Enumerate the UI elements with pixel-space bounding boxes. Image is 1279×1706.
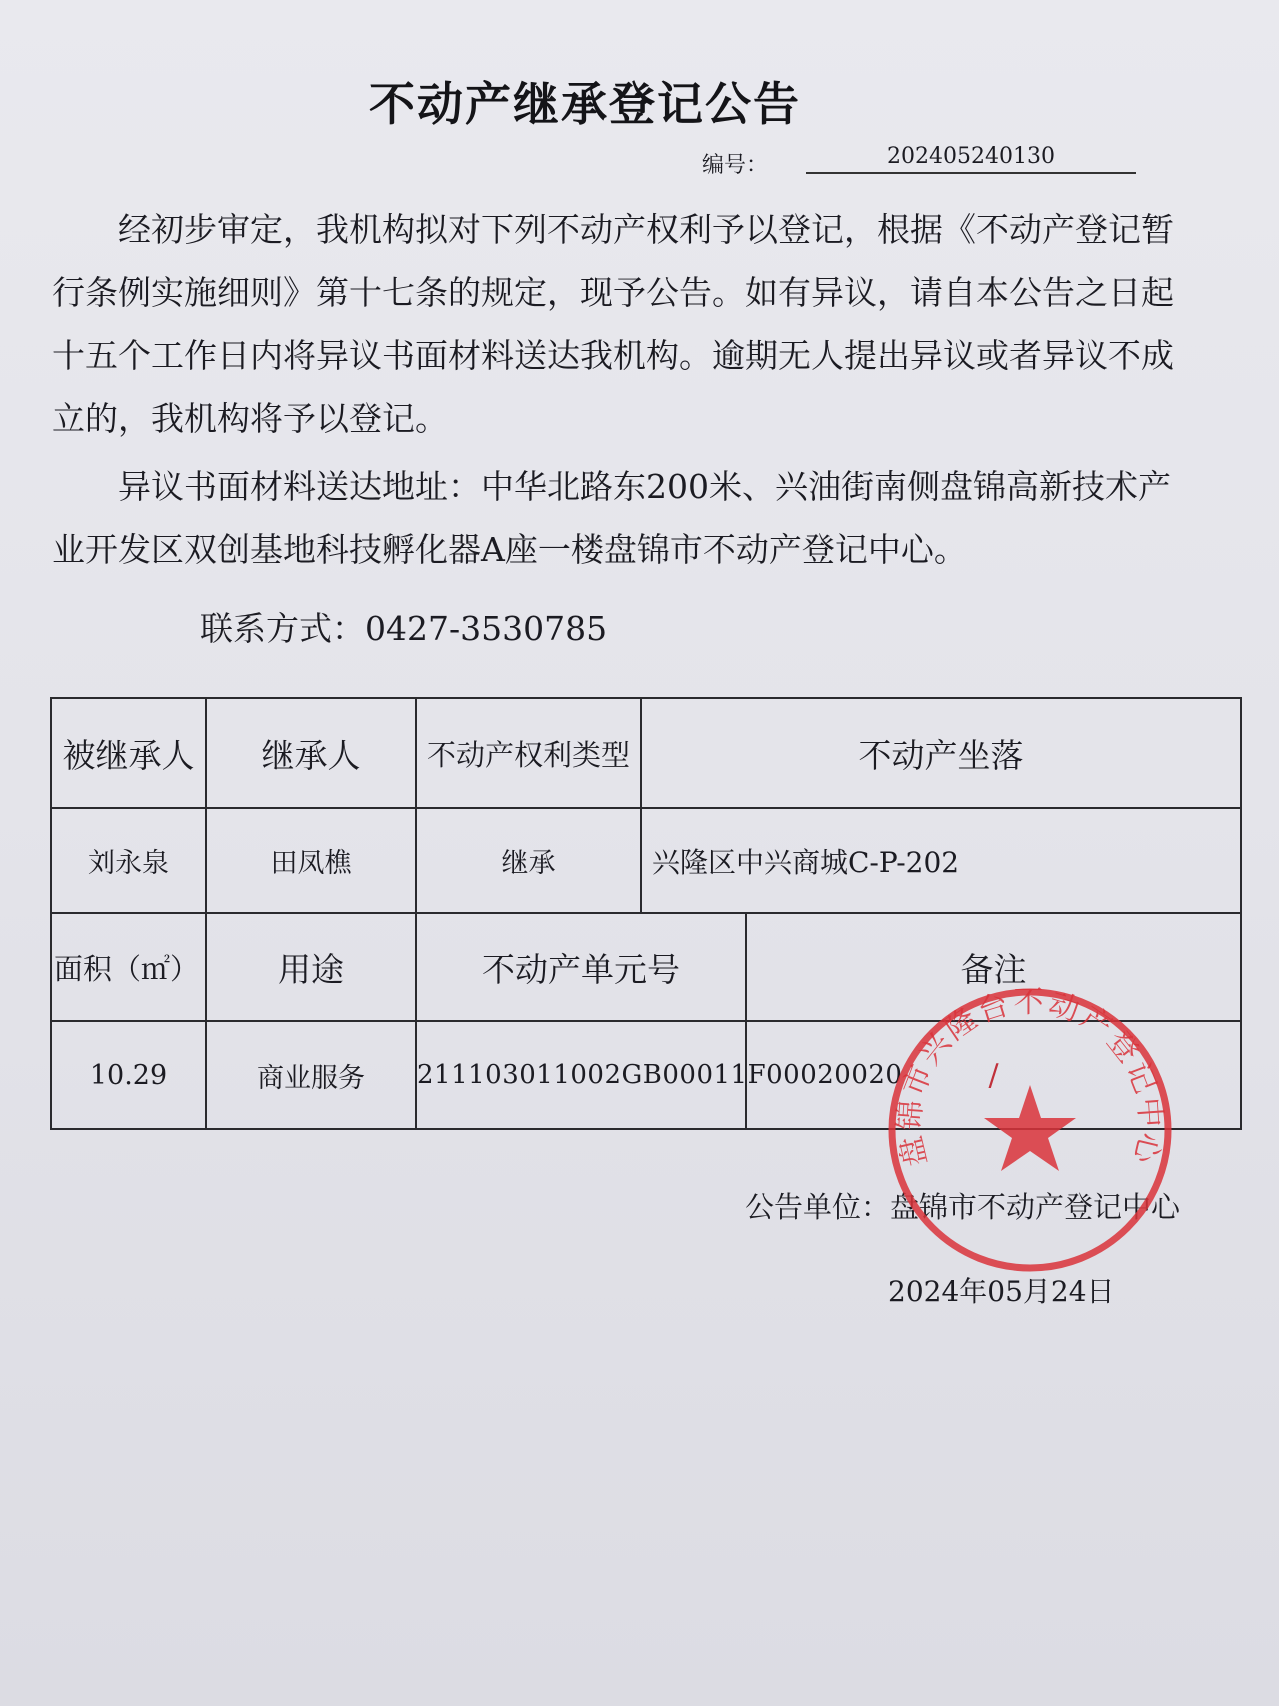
contact-info: 联系方式：0427-3530785 (200, 609, 608, 648)
serial-value: 202405240130 (806, 144, 1136, 174)
cell-right-type: 继承 (416, 808, 641, 913)
objection-address-paragraph: 异议书面材料送达地址：中华北路东200米、兴油街南侧盘锦高新技术产业开发区双创基地科技孵化器A座一楼盘锦市不动产登记中心。 (52, 467, 1171, 569)
seal-text: 盘锦市兴隆台不动产登记中心 (892, 985, 1168, 1170)
cell-location: 兴隆区中兴商城C-P-202 (641, 808, 1241, 913)
cell-area: 10.29 (51, 1021, 206, 1129)
header-unit-number: 不动产单元号 (416, 913, 746, 1021)
header-decedent: 被继承人 (51, 698, 206, 808)
official-seal (880, 980, 1180, 1280)
cell-decedent: 刘永泉 (51, 808, 206, 913)
header-area: 面积（㎡） (51, 913, 206, 1021)
cell-usage: 商业服务 (206, 1021, 416, 1129)
cell-heir: 田凤樵 (206, 808, 416, 913)
header-remarks: 备注 (746, 913, 1241, 1021)
cell-unit-number: 211103011002GB00011F00020020 (416, 1021, 746, 1129)
notice-paragraph: 经初步审定，我机构拟对下列不动产权利予以登记，根据《不动产登记暂行条例实施细则》第十七条的规定，现予公告。如有异议，请自本公告之日起十五个工作日内将异议书面材料送达我机构。逾期无人提出异议或者异议不成立的，我机构将予以登记。 (52, 210, 1174, 438)
serial-label: 编号： (702, 153, 769, 178)
table-header-row (51, 698, 1241, 808)
issuer: 公告单位：盘锦市不动产登记中心 (745, 1190, 1181, 1224)
header-right-type: 不动产权利类型 (416, 698, 641, 808)
header-usage: 用途 (206, 913, 416, 1021)
star-icon (984, 1085, 1076, 1171)
table-row (51, 808, 1241, 913)
issue-date: 2024年05月24日 (888, 1275, 1115, 1308)
header-heir: 继承人 (206, 698, 416, 808)
header-location: 不动产坐落 (641, 698, 1241, 808)
cell-remarks: / (746, 1021, 1241, 1129)
page-title: 不动产继承登记公告 (369, 77, 801, 131)
